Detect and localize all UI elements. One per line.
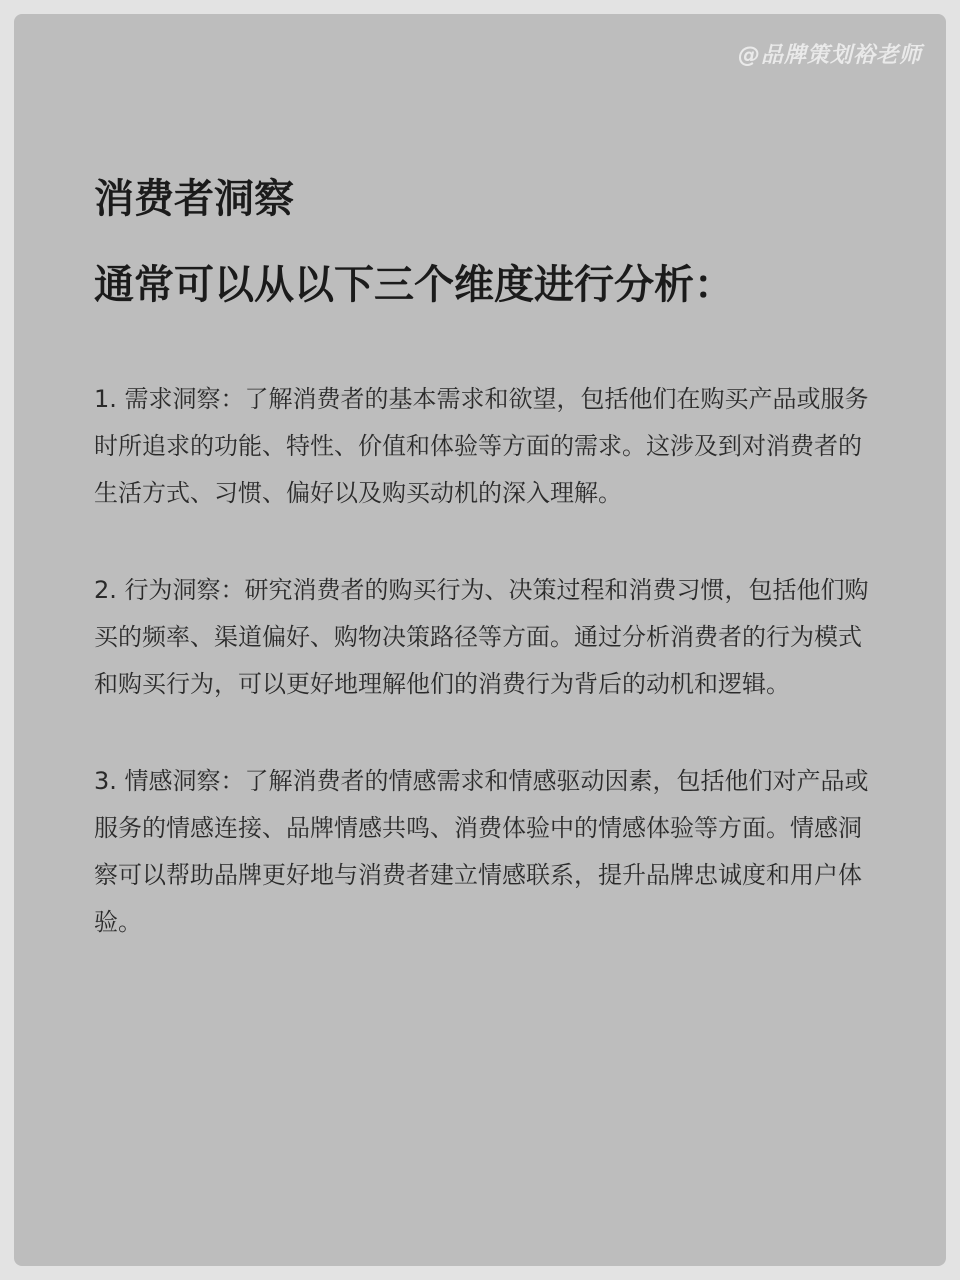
title-line-2: 通常可以从以下三个维度进行分析：: [94, 262, 734, 308]
watermark: @品牌策划裕老师: [737, 43, 922, 68]
article-body: [94, 376, 884, 996]
paragraph-demand-insight: 1. 需求洞察：了解消费者的基本需求和欲望，包括他们在购买产品或服务时所追求的功能、特性、价值和体验等方面的需求。这涉及到对消费者的生活方式、习惯、偏好以及购买动机的深入理解。: [94, 385, 869, 507]
paragraph-behavior-insight: 2. 行为洞察：研究消费者的购买行为、决策过程和消费习惯，包括他们购买的频率、渠道偏好、购物决策路径等方面。通过分析消费者的行为模式和购买行为，可以更好地理解他们的消费行为背后的动机和逻辑。: [94, 576, 869, 698]
paragraph-emotion-insight: 3. 情感洞察：了解消费者的情感需求和情感驱动因素，包括他们对产品或服务的情感连接、品牌情感共鸣、消费体验中的情感体验等方面。情感洞察可以帮助品牌更好地与消费者建立情感联系，提升品牌忠诚度和用户体验。: [94, 767, 869, 936]
title-line-1: 消费者洞察: [94, 176, 294, 222]
content-card: [14, 14, 946, 1266]
page-title: [94, 156, 894, 328]
